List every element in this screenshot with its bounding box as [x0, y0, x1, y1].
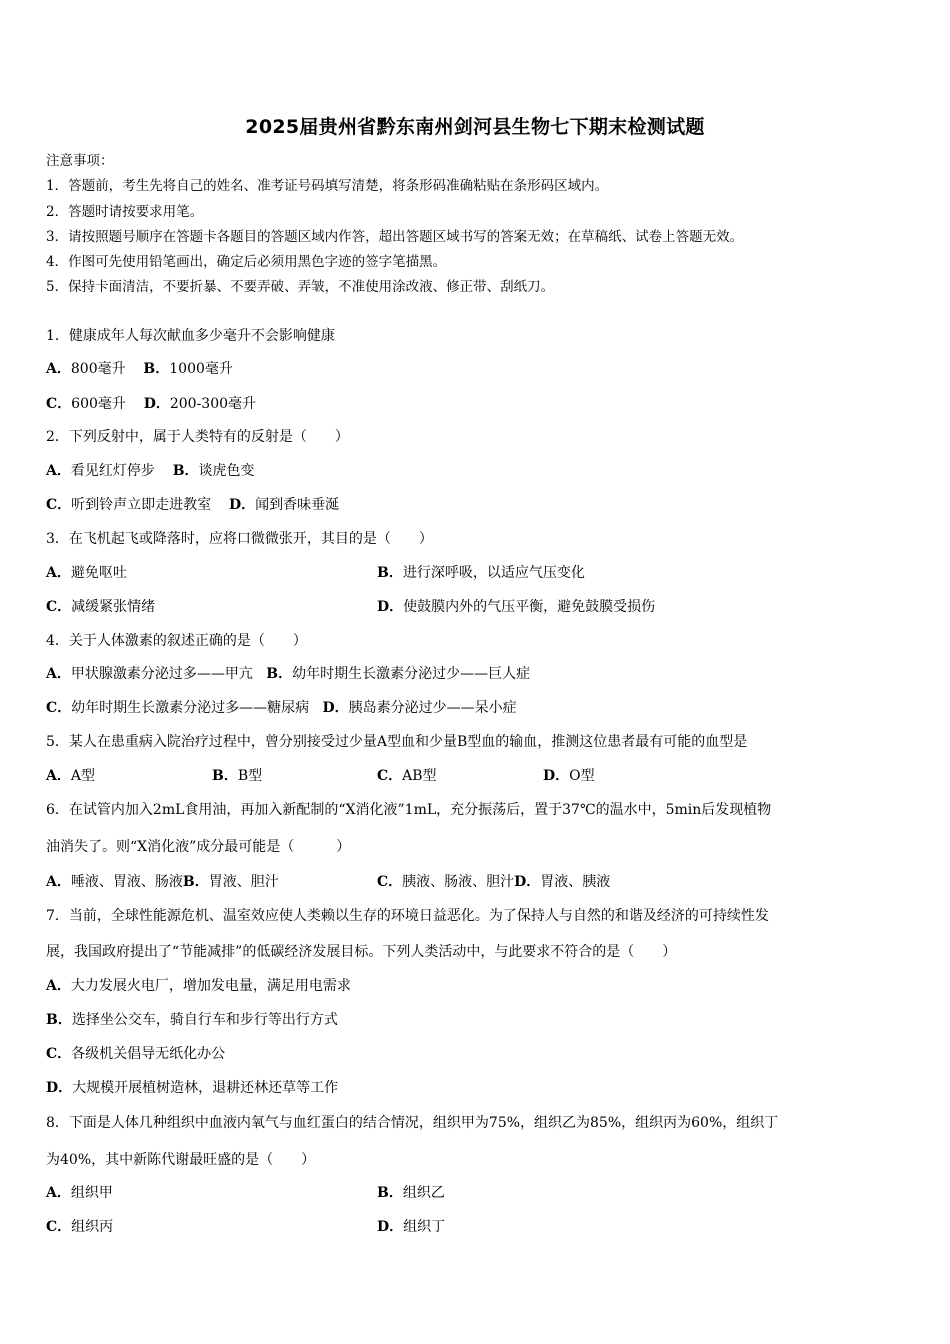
option-label: B． — [266, 666, 293, 682]
question-7-stem-line-1: 7．当前，全球性能源危机、温室效应使人类赖以生存的环境日益恶化。为了保持人与自然的和谐及经济的可持续性发 — [46, 908, 769, 924]
option-a: 甲状腺激素分泌过多——甲亢 — [70, 666, 253, 682]
option-label: C． — [46, 396, 72, 412]
option-c: 听到铃声立即走进教室 — [71, 497, 212, 513]
option-c: AB型 — [402, 768, 437, 784]
option-label: D． — [377, 599, 404, 615]
option-label: C． — [46, 599, 72, 615]
option-label: A． — [46, 666, 71, 682]
question-7-option-b — [46, 1011, 338, 1029]
question-2-stem: 2．下列反射中，属于人类特有的反射是（ ） — [46, 429, 349, 445]
option-d: 组织丁 — [403, 1219, 446, 1235]
option-c: 600毫升 — [71, 396, 126, 412]
option-b: 组织乙 — [402, 1185, 445, 1201]
question-8-option-c — [46, 1218, 113, 1236]
option-a: 避免呕吐 — [70, 565, 127, 581]
option-label: D． — [228, 497, 256, 513]
option-d: 使鼓膜内外的气压平衡，避免鼓膜受损伤 — [403, 599, 656, 615]
option-d: 胃液、胰液 — [540, 874, 611, 890]
option-label: C． — [377, 768, 403, 784]
option-label: D． — [46, 1080, 73, 1096]
option-c: 组织丙 — [71, 1219, 114, 1235]
question-7-option-d — [46, 1079, 338, 1097]
option-label: A． — [46, 361, 71, 377]
question-3-option-b — [377, 564, 585, 582]
option-a: 看见红灯停步 — [70, 463, 155, 479]
option-d: 胰岛素分泌过少——呆小症 — [348, 700, 517, 716]
option-c: 胰液、肠液、胆汁 — [402, 874, 515, 890]
option-label: B． — [377, 1185, 403, 1201]
option-a: 唾液、胃液、肠液 — [70, 874, 183, 890]
option-label: D． — [377, 1219, 404, 1235]
option-b: B型 — [237, 768, 263, 784]
note-item: 3．请按照题号顺序在答题卡各题目的答题区域内作答，超出答题区域书写的答案无效；在草稿纸、试卷上答题无效。 — [46, 229, 744, 245]
question-8-option-a — [46, 1184, 113, 1202]
option-c: 减缓紧张情绪 — [71, 599, 156, 615]
question-8-option-b — [377, 1184, 445, 1202]
question-7-option-c — [46, 1045, 225, 1063]
question-7-option-a — [46, 977, 351, 995]
note-item: 4．作图可先使用铅笔画出，确定后必须用黑色字迹的签字笔描黑。 — [46, 254, 447, 270]
question-5-option-d — [543, 767, 595, 785]
option-label: C． — [46, 1219, 72, 1235]
question-5-stem: 5．某人在患重病入院治疗过程中，曾分别接受过少量A型血和少量B型血的输血，推测这位患者最有可能的血型是 — [46, 734, 748, 750]
note-item: 1．答题前，考生先将自己的姓名、准考证号码填写清楚，将条形码准确粘贴在条形码区域内。 — [46, 178, 609, 194]
question-1-stem: 1．健康成年人每次献血多少毫升不会影响健康 — [46, 328, 335, 344]
notes-heading: 注意事项： — [46, 153, 114, 169]
question-4-options-ab — [46, 665, 530, 683]
question-5-option-a — [46, 767, 95, 785]
option-c: 幼年时期生长激素分泌过多——糖尿病 — [71, 700, 310, 716]
option-label: B． — [172, 463, 199, 479]
option-label: A． — [46, 978, 71, 994]
option-label: A． — [46, 565, 71, 581]
question-7-stem-line-2: 展，我国政府提出了“节能减排”的低碳经济发展目标。下列人类活动中，与此要求不符合的是（ ） — [46, 944, 677, 960]
option-d: 200-300毫升 — [169, 396, 257, 412]
option-label: C． — [46, 1046, 72, 1062]
option-label: B． — [377, 565, 403, 581]
option-label: D． — [543, 768, 570, 784]
question-4-options-cd — [46, 699, 517, 717]
question-5-option-b — [212, 767, 262, 785]
option-label: B． — [46, 1012, 72, 1028]
question-4-stem: 4．关于人体激素的叙述正确的是（ ） — [46, 633, 307, 649]
option-label: A． — [46, 463, 71, 479]
option-b: 幼年时期生长激素分泌过少——巨人症 — [292, 666, 531, 682]
option-b: 选择坐公交车，骑自行车和步行等出行方式 — [71, 1012, 338, 1028]
option-b: 胃液、胆汁 — [208, 874, 279, 890]
question-6-options-ab — [46, 873, 279, 891]
question-1-options-ab — [46, 360, 233, 378]
option-label: D． — [514, 874, 541, 890]
question-8-option-d — [377, 1218, 445, 1236]
option-b: 进行深呼吸，以适应气压变化 — [402, 565, 585, 581]
question-6-options-cd — [377, 873, 610, 891]
question-8-stem-line-2: 为40%，其中新陈代谢最旺盛的是（ ） — [46, 1152, 316, 1168]
option-label: C． — [46, 497, 72, 513]
question-3-stem: 3．在飞机起飞或降落时，应将口微微张开，其目的是（ ） — [46, 531, 433, 547]
question-8-stem-line-1: 8．下面是人体几种组织中血液内氧气与血红蛋白的结合情况，组织甲为75%，组织乙为85%，组织丙为60%，组织丁 — [46, 1115, 779, 1131]
option-c: 各级机关倡导无纸化办公 — [71, 1046, 226, 1062]
question-1-options-cd — [46, 395, 256, 413]
option-b: 谈虎色变 — [198, 463, 255, 479]
page-title: 2025届贵州省黔东南州剑河县生物七下期末检测试题 — [245, 116, 705, 138]
question-5-option-c — [377, 767, 437, 785]
option-a: 大力发展火电厂，增加发电量，满足用电需求 — [70, 978, 351, 994]
option-a: 800毫升 — [70, 361, 126, 377]
question-3-option-d — [377, 598, 655, 616]
option-a: 组织甲 — [70, 1185, 113, 1201]
option-label: B． — [182, 874, 209, 890]
option-label: B． — [212, 768, 238, 784]
option-d: O型 — [569, 768, 595, 784]
question-2-options-cd — [46, 496, 339, 514]
option-label: B． — [143, 361, 170, 377]
question-6-stem-line-2: 油消失了。则“X消化液”成分最可能是（ ） — [46, 839, 351, 855]
option-a: A型 — [70, 768, 95, 784]
option-d: 闻到香味垂涎 — [255, 497, 340, 513]
question-3-option-a — [46, 564, 127, 582]
option-label: C． — [46, 700, 72, 716]
question-6-stem-line-1: 6．在试管内加入2mL食用油，再加入新配制的“X消化液”1mL，充分振荡后，置于37℃的温水中，5min后发现植物 — [46, 802, 772, 818]
option-label: A． — [46, 1185, 71, 1201]
option-label: D． — [143, 396, 170, 412]
option-b: 1000毫升 — [169, 361, 233, 377]
note-item: 5．保持卡面清洁，不要折暴、不要弄破、弄皱，不准使用涂改液、修正带、刮纸刀。 — [46, 279, 555, 295]
option-label: C． — [377, 874, 403, 890]
option-label: A． — [46, 874, 71, 890]
note-item: 2．答题时请按要求用笔。 — [46, 204, 204, 220]
option-label: D． — [322, 700, 349, 716]
option-label: A． — [46, 768, 71, 784]
question-3-option-c — [46, 598, 155, 616]
question-2-options-ab — [46, 462, 255, 480]
option-d: 大规模开展植树造林，退耕还林还草等工作 — [72, 1080, 339, 1096]
